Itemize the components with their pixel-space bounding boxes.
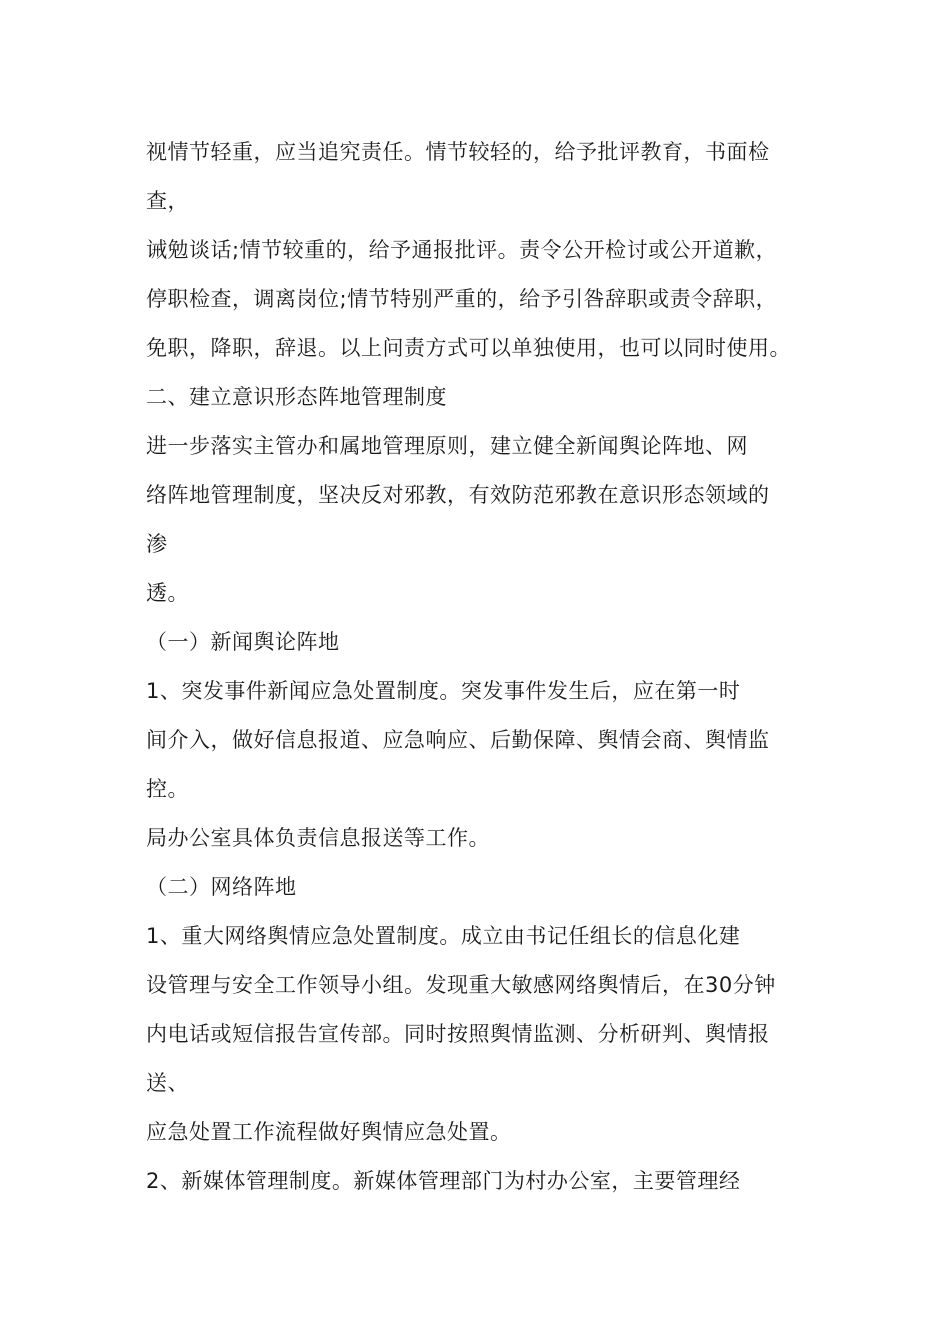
- text-line: 设管理与安全工作领导小组。发现重大敏感网络舆情后，在30分钟: [146, 973, 776, 997]
- subsection-heading: （二）网络阵地: [146, 875, 297, 899]
- text-line: 络阵地管理制度，坚决反对邪教，有效防范邪教在意识形态领域的: [146, 483, 770, 507]
- text-line: 内电话或短信报告宣传部。同时按照舆情监测、分析研判、舆情报: [146, 1022, 770, 1046]
- text-line: 控。: [146, 777, 189, 801]
- text-line: 送、: [146, 1071, 189, 1095]
- text-line: 透。: [146, 581, 189, 605]
- text-line: 进一步落实主管办和属地管理原则，建立健全新闻舆论阵地、网: [146, 434, 748, 458]
- text-line: 视情节轻重，应当追究责任。情节较轻的，给予批评教育，书面检: [146, 140, 770, 164]
- section-heading: 二、建立意识形态阵地管理制度: [146, 385, 447, 409]
- document-body: [146, 132, 826, 1210]
- text-line: 渗: [146, 532, 168, 556]
- text-line: 查，: [146, 189, 189, 213]
- text-line: 2、新媒体管理制度。新媒体管理部门为村办公室，主要管理经: [146, 1169, 741, 1193]
- text-line: 1、突发事件新闻应急处置制度。突发事件发生后，应在第一时: [146, 679, 741, 703]
- text-line: 免职，降职，辞退。以上问责方式可以单独使用，也可以同时使用。: [146, 336, 791, 360]
- text-line: 应急处置工作流程做好舆情应急处置。: [146, 1120, 512, 1144]
- text-line: 局办公室具体负责信息报送等工作。: [146, 826, 490, 850]
- text-line: 诫勉谈话;情节较重的，给予通报批评。责令公开检讨或公开道歉，: [146, 238, 778, 262]
- text-line: 间介入，做好信息报道、应急响应、后勤保障、舆情会商、舆情监: [146, 728, 770, 752]
- subsection-heading: （一）新闻舆论阵地: [146, 630, 340, 654]
- text-line: 停职检查，调离岗位;情节特别严重的，给予引咎辞职或责令辞职，: [146, 287, 778, 311]
- text-line: 1、重大网络舆情应急处置制度。成立由书记任组长的信息化建: [146, 924, 741, 948]
